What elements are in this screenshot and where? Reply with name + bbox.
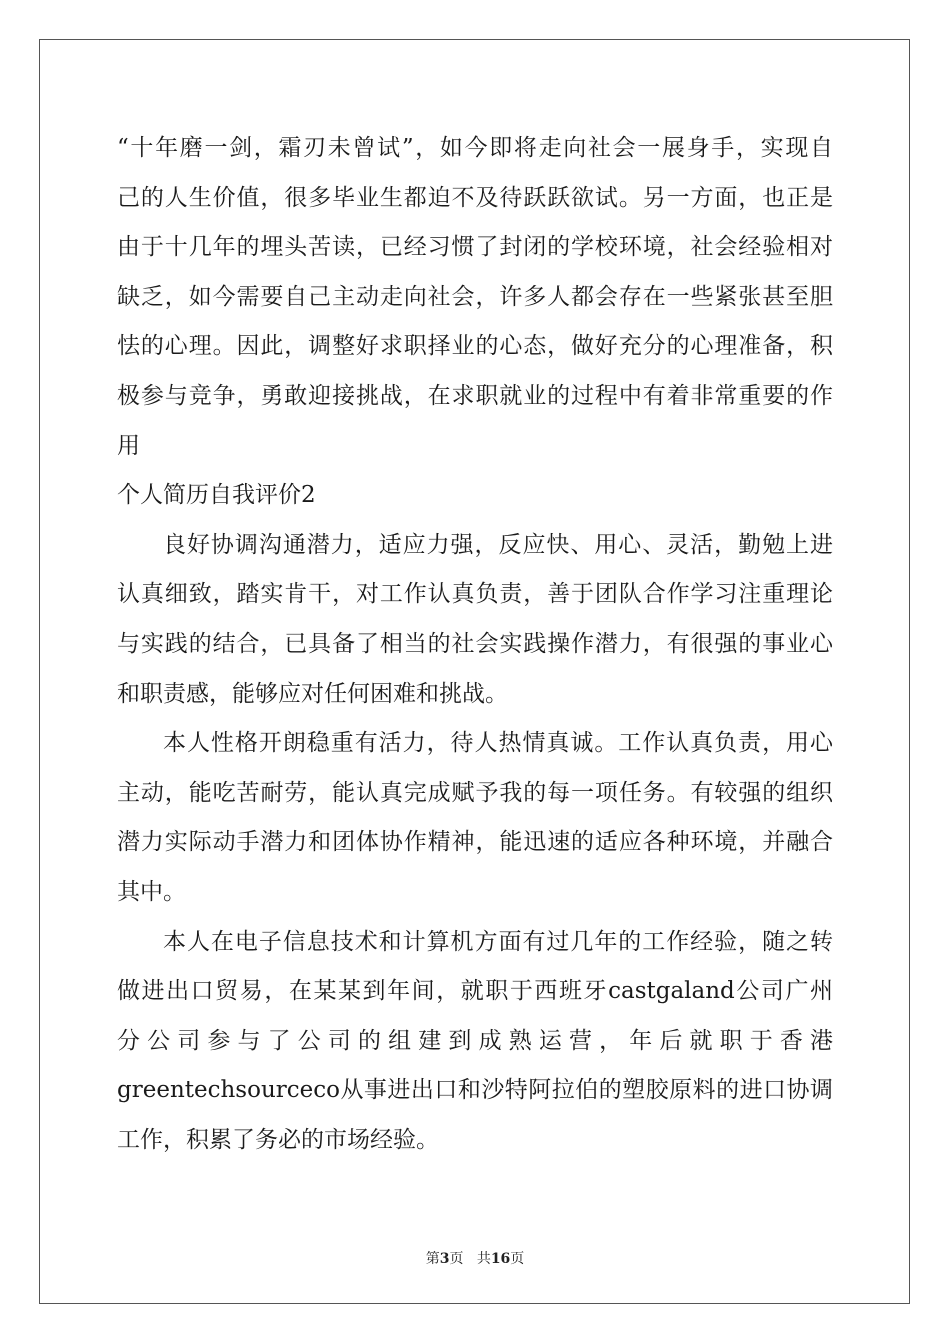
text-line: 其中。 (117, 878, 186, 905)
text-line: 认真细致，踏实肯干，对工作认真负责，善于团队合作学习注重理论 (117, 581, 833, 608)
paragraph-3 (117, 719, 833, 917)
text-line: 己的人生价值，很多毕业生都迫不及待跃跃欲试。另一方面，也正是 (117, 184, 833, 211)
paragraph-4 (117, 918, 833, 1166)
text-line: greentechsourceco从事进出口和沙特阿拉伯的塑胶原料的进口协调 (117, 1077, 833, 1104)
footer-total-prefix: 共 (476, 1251, 491, 1267)
text-line: 本人在电子信息技术和计算机方面有过几年的工作经验，随之转 (163, 928, 833, 955)
paragraph-1 (117, 124, 833, 471)
footer-prefix: 第 (425, 1251, 440, 1267)
footer-page-unit: 页 (449, 1251, 464, 1267)
section-heading: 个人简历自我评价2 (117, 482, 316, 509)
paragraph-2 (117, 521, 833, 719)
text-line: 缺乏，如今需要自己主动走向社会，许多人都会存在一些紧张甚至胆 (117, 283, 833, 310)
text-line: 和职责感，能够应对任何困难和挑战。 (117, 680, 508, 707)
text-line: 与实践的结合，已具备了相当的社会实践操作潜力，有很强的事业心 (117, 630, 833, 657)
footer-total-unit: 页 (510, 1251, 525, 1267)
document-body (117, 124, 833, 1165)
current-page-number: 3 (439, 1251, 450, 1267)
text-line: 良好协调沟通潜力，适应力强，反应快、用心、灵活，勤勉上进 (163, 531, 833, 558)
text-line: 主动，能吃苦耐劳，能认真完成赋予我的每一项任务。有较强的组织 (117, 779, 833, 806)
text-line: 怯的心理。因此，调整好求职择业的心态，做好充分的心理准备，积 (117, 333, 833, 360)
text-line: 潜力实际动手潜力和团体协作精神，能迅速的适应各种环境，并融合 (117, 829, 833, 856)
total-page-count: 16 (490, 1251, 511, 1267)
text-line: 用 (117, 432, 140, 459)
text-line: 工作，积累了务必的市场经验。 (117, 1126, 439, 1153)
text-line: “十年磨一剑，霜刃未曾试”，如今即将走向社会一展身手，实现自 (117, 135, 833, 161)
text-line: 本人性格开朗稳重有活力，待人热情真诚。工作认真负责，用心 (163, 730, 833, 757)
text-line: 做进出口贸易，在某某到年间，就职于西班牙castgaland公司广州 (117, 978, 833, 1005)
text-line: 分公司参与了公司的组建到成熟运营，年后就职于香港 (117, 1027, 833, 1054)
text-line: 极参与竞争，勇敢迎接挑战，在求职就业的过程中有着非常重要的作 (117, 382, 833, 409)
page-footer (0, 1248, 950, 1268)
text-line: 由于十几年的埋头苦读，已经习惯了封闭的学校环境，社会经验相对 (117, 234, 833, 261)
